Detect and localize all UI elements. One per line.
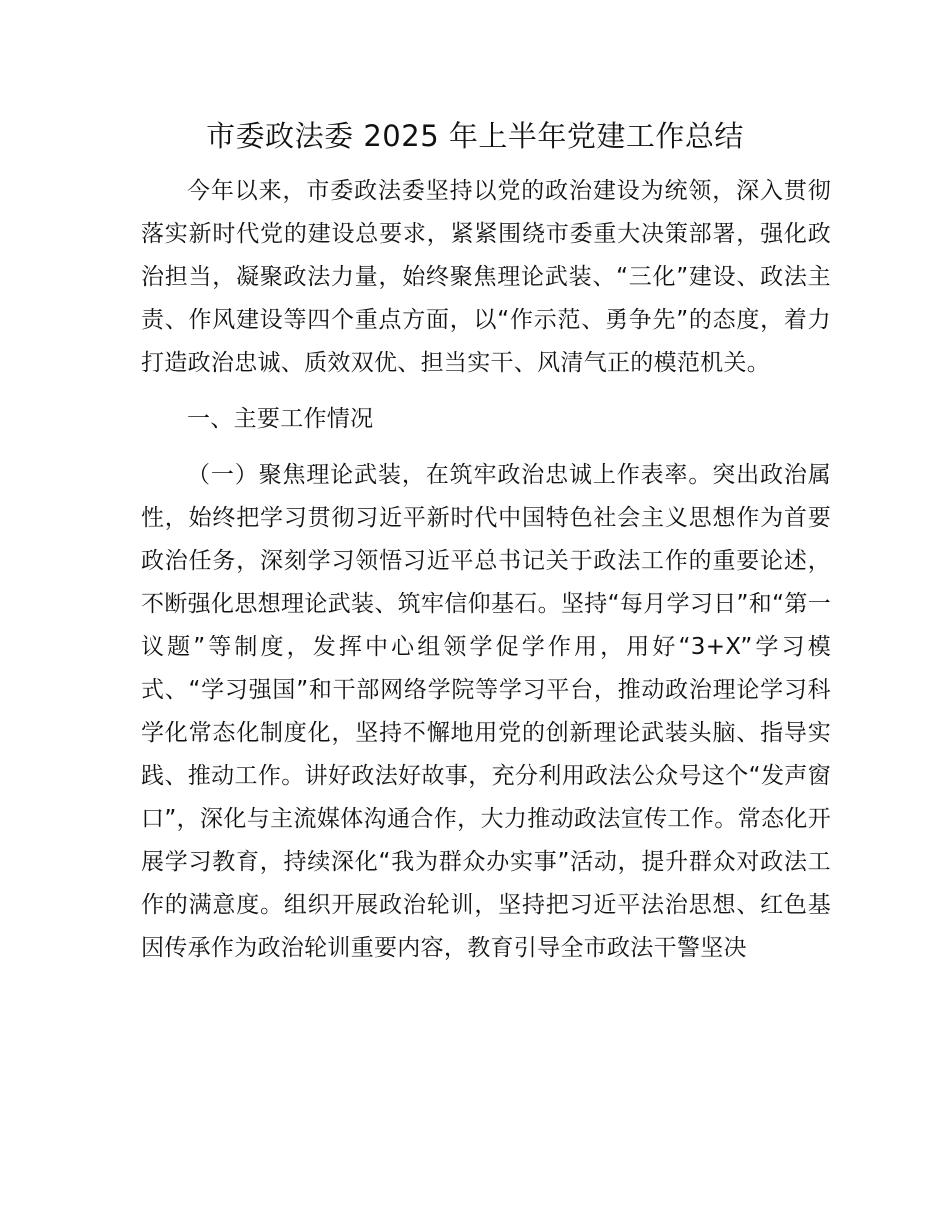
section-heading: 一、主要工作情况 bbox=[187, 406, 374, 432]
document-body bbox=[141, 170, 831, 970]
intro-paragraph: 今年以来，市委政法委坚持以党的政治建设为统领，深入贯彻落实新时代党的建设总要求，紧紧围绕市委重大决策部署，强化政治担当，凝聚政法力量，始终聚焦理论武装、“三化”建设、政法主责、作风建设等四个重点方面，以“作示范、勇争先”的态度，着力打造政治忠诚、质效双优、担当实干、风清气正的模范机关。 bbox=[141, 178, 831, 376]
section-paragraph: （一）聚焦理论武装，在筑牢政治忠诚上作表率。突出政治属性，始终把学习贯彻习近平新时代中国特色社会主义思想作为首要政治任务，深刻学习领悟习近平总书记关于政法工作的重要论述，不断强化思想理论武装、筑牢信仰基石。坚持“每月学习日”和“第一议题”等制度，发挥中心组领学促学作用，用好“3+X”学习模式、“学习强国”和干部网络学院等学习平台，推动政治理论学习科学化常态化制度化，坚持不懈地用党的创新理论武装头脑、指导实践、推动工作。讲好政法好故事，充分利用政法公众号这个“发声窗口”，深化与主流媒体沟通合作，大力推动政法宣传工作。常态化开展学习教育，持续深化“我为群众办实事”活动，提升群众对政法工作的满意度。组织开展政治轮训，坚持把习近平法治思想、红色基因传承作为政治轮训重要内容，教育引导全市政法干警坚决 bbox=[141, 462, 831, 961]
document-title: 市委政法委 2025 年上半年党建工作总结 bbox=[206, 119, 744, 153]
